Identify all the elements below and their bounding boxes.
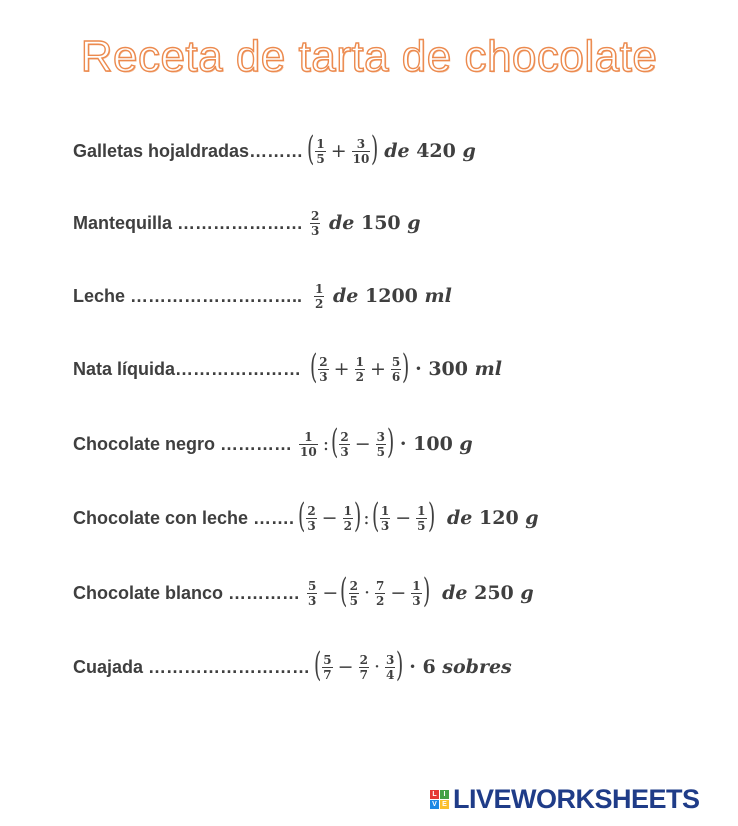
liveworksheets-logo (430, 784, 700, 815)
fraction-numerator: 3 (376, 429, 386, 444)
fraction (306, 504, 316, 533)
ingredient-quantity-expression (305, 571, 534, 611)
ingredient-row (73, 203, 421, 243)
expression-text: 250 (474, 582, 521, 604)
page-title: Receta de tarta de chocolate (80, 32, 658, 81)
math-operator: · (373, 656, 380, 678)
parenthesis: ( (371, 496, 379, 536)
fraction-numerator: 3 (385, 652, 395, 667)
expression-text: g (459, 433, 473, 455)
fraction-denominator: 5 (417, 518, 426, 533)
ingredient-quantity-expression (307, 129, 476, 169)
parenthesis: ) (402, 347, 410, 387)
ingredient-quantity-expression (314, 645, 512, 685)
ingredient-label: Leche ……………………….. (73, 285, 313, 306)
math-operator: : (363, 507, 370, 529)
expression-text: sobres (442, 656, 512, 678)
ingredient-row (73, 131, 476, 171)
expression-text: 150 (360, 212, 408, 234)
fraction-denominator: 2 (315, 296, 324, 311)
fraction-numerator: 1 (304, 429, 313, 444)
fraction-denominator: 3 (340, 444, 349, 459)
logo-mark-cell: I (440, 790, 449, 799)
fraction (416, 504, 426, 533)
fraction-numerator: 2 (340, 429, 349, 444)
fraction-numerator: 5 (308, 578, 317, 593)
math-operator: : (322, 433, 330, 455)
math-operator: + (369, 358, 386, 380)
math-operator: · (363, 582, 370, 604)
ingredient-label: Chocolate negro ………… (73, 433, 298, 454)
fraction-denominator: 2 (343, 518, 352, 533)
expression-text: · 6 (402, 656, 443, 678)
fraction-numerator: 2 (307, 503, 316, 518)
logo-mark-icon (430, 790, 449, 809)
math-operator: − (395, 507, 412, 529)
ingredient-row (73, 276, 452, 316)
math-operator: − (337, 656, 354, 678)
math-operator: + (330, 140, 347, 162)
fraction-numerator: 2 (319, 354, 328, 369)
parenthesis: ( (331, 422, 339, 462)
fraction-denominator: 3 (412, 593, 421, 608)
fraction-denominator: 6 (391, 369, 401, 384)
math-operator: + (333, 358, 350, 380)
logo-mark-cell: V (430, 800, 439, 809)
fraction-denominator: 3 (380, 518, 390, 533)
parenthesis: ) (387, 422, 395, 462)
ingredient-quantity-expression (297, 422, 473, 462)
ingredient-label: Nata líquida………………… (73, 358, 312, 379)
ingredient-label: Chocolate con leche ……. (73, 507, 300, 528)
parenthesis: ( (298, 496, 306, 536)
expression-text: · 100 (393, 433, 460, 455)
fraction (299, 430, 318, 459)
fraction (315, 137, 325, 166)
fraction (380, 504, 390, 533)
math-operator: − (322, 582, 339, 604)
fraction-numerator: 1 (380, 503, 390, 518)
parenthesis: ( (314, 645, 322, 685)
fraction-denominator: 10 (352, 151, 370, 166)
parenthesis: ) (353, 496, 362, 536)
fraction-numerator: 1 (417, 503, 426, 518)
fraction (411, 579, 421, 608)
expression-text: g (520, 582, 534, 604)
ingredient-row (73, 647, 512, 687)
fraction-denominator: 7 (359, 667, 368, 682)
ingredient-row (73, 349, 502, 389)
fraction (349, 579, 359, 608)
fraction (359, 653, 369, 682)
expression-text: 420 (416, 140, 463, 162)
expression-text: g (462, 140, 476, 162)
fraction (314, 282, 324, 311)
fraction-numerator: 1 (343, 503, 352, 518)
fraction-denominator: 3 (307, 518, 316, 533)
parenthesis: ) (396, 645, 404, 685)
ingredient-label: Cuajada ……………………… (73, 656, 316, 677)
ingredient-quantity-expression (312, 282, 452, 311)
parenthesis: ( (307, 129, 315, 169)
fraction (339, 430, 349, 459)
fraction-numerator: 1 (316, 136, 325, 151)
fraction (391, 355, 401, 384)
expression-text: g (525, 507, 539, 529)
fraction (310, 209, 320, 238)
fraction-denominator: 3 (319, 369, 328, 384)
logo-mark-cell: L (430, 790, 439, 799)
fraction (307, 579, 317, 608)
fraction-numerator: 2 (311, 208, 320, 223)
logo-mark-cell: E (440, 800, 449, 809)
expression-text: 120 (479, 507, 526, 529)
parenthesis: ) (371, 129, 379, 169)
fraction-denominator: 5 (376, 444, 386, 459)
fraction-numerator: 2 (349, 578, 358, 593)
expression-text: ml (474, 358, 502, 380)
fraction-numerator: 5 (391, 354, 401, 369)
fraction (355, 355, 365, 384)
fraction-denominator: 2 (355, 369, 364, 384)
fraction-numerator: 1 (412, 578, 421, 593)
expression-text: de (377, 140, 417, 162)
parenthesis: ) (427, 496, 435, 536)
expression-text: de (428, 582, 475, 604)
parenthesis: ( (340, 571, 348, 611)
fraction-denominator: 10 (300, 444, 317, 459)
fraction-numerator: 1 (355, 354, 364, 369)
expression-text: 1200 (365, 285, 425, 307)
fraction-denominator: 2 (375, 593, 385, 608)
ingredient-quantity-expression (308, 209, 421, 238)
ingredient-label: Mantequilla ………………… (73, 212, 309, 233)
fraction (322, 653, 332, 682)
ingredient-row (73, 424, 473, 464)
math-operator: − (354, 433, 371, 455)
ingredient-label: Galletas hojaldradas……… (73, 140, 309, 161)
fraction (343, 504, 353, 533)
fraction-denominator: 7 (323, 667, 332, 682)
fraction-numerator: 3 (356, 136, 366, 151)
fraction-denominator: 3 (308, 593, 317, 608)
expression-text: ml (424, 285, 452, 307)
parenthesis: ( (310, 347, 318, 387)
ingredient-quantity-expression (298, 496, 539, 536)
fraction (376, 430, 386, 459)
math-operator: − (321, 507, 338, 529)
fraction-numerator: 7 (375, 578, 385, 593)
fraction-numerator: 5 (323, 652, 332, 667)
fraction (375, 579, 385, 608)
expression-text: de (322, 212, 361, 234)
expression-text: de (326, 285, 365, 307)
parenthesis: ) (422, 571, 430, 611)
ingredient-row (73, 498, 539, 538)
math-operator: − (390, 582, 407, 604)
fraction-denominator: 5 (316, 151, 325, 166)
ingredient-quantity-expression (310, 347, 502, 387)
expression-text: de (433, 507, 480, 529)
fraction-denominator: 4 (385, 667, 395, 682)
fraction (352, 137, 371, 166)
expression-text: · 300 (408, 358, 475, 380)
ingredient-label: Chocolate blanco ………… (73, 582, 306, 603)
fraction (318, 355, 328, 384)
fraction (385, 653, 395, 682)
ingredient-row (73, 573, 534, 613)
fraction-numerator: 2 (359, 652, 368, 667)
logo-text: LIVEWORKSHEETS (453, 784, 700, 814)
fraction-numerator: 1 (315, 281, 324, 296)
expression-text: g (407, 212, 421, 234)
fraction-denominator: 3 (311, 223, 320, 238)
fraction-denominator: 5 (349, 593, 358, 608)
